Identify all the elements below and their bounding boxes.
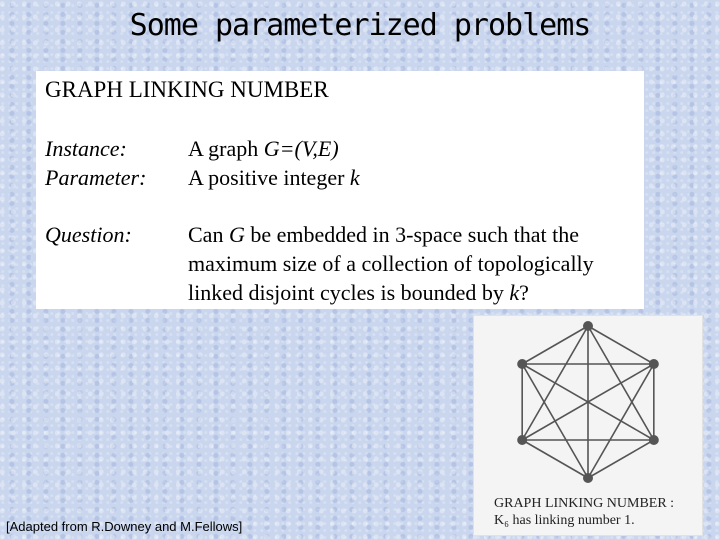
graph-edge [522,326,588,364]
question-label: Question: [45,222,132,247]
instance-value: A graph G=(V,E) [188,136,339,161]
graph-vertex [517,359,527,369]
graph-vertex [583,473,593,483]
figure-caption-line2: K₆ has linking number 1. [494,513,635,528]
graph-vertex [649,359,659,369]
graph-vertex [649,435,659,445]
k6-figure [473,315,703,536]
graph-edge [522,440,588,478]
graph-vertex [517,435,527,445]
graph-vertex [583,321,593,331]
graph-edge [522,364,588,478]
graph-edge [588,326,654,364]
source-credit: [Adapted from R.Downey and M.Fellows] [6,519,243,534]
problem-name: GRAPH LINKING NUMBER [45,77,329,102]
parameter-label: Parameter: [45,165,147,190]
figure-caption-line1: GRAPH LINKING NUMBER : [494,496,675,511]
instance-label: Instance: [45,136,127,161]
slide-title: Some parameterized problems [129,8,591,43]
question-value: Can G be embedded in 3-space such that the maximum size of a collection of topologically linked disjoint cycles is bounded by k? [188,222,594,305]
graph-edge [588,440,654,478]
problem-definition-box [36,71,644,309]
parameter-value: A positive integer k [188,165,360,190]
